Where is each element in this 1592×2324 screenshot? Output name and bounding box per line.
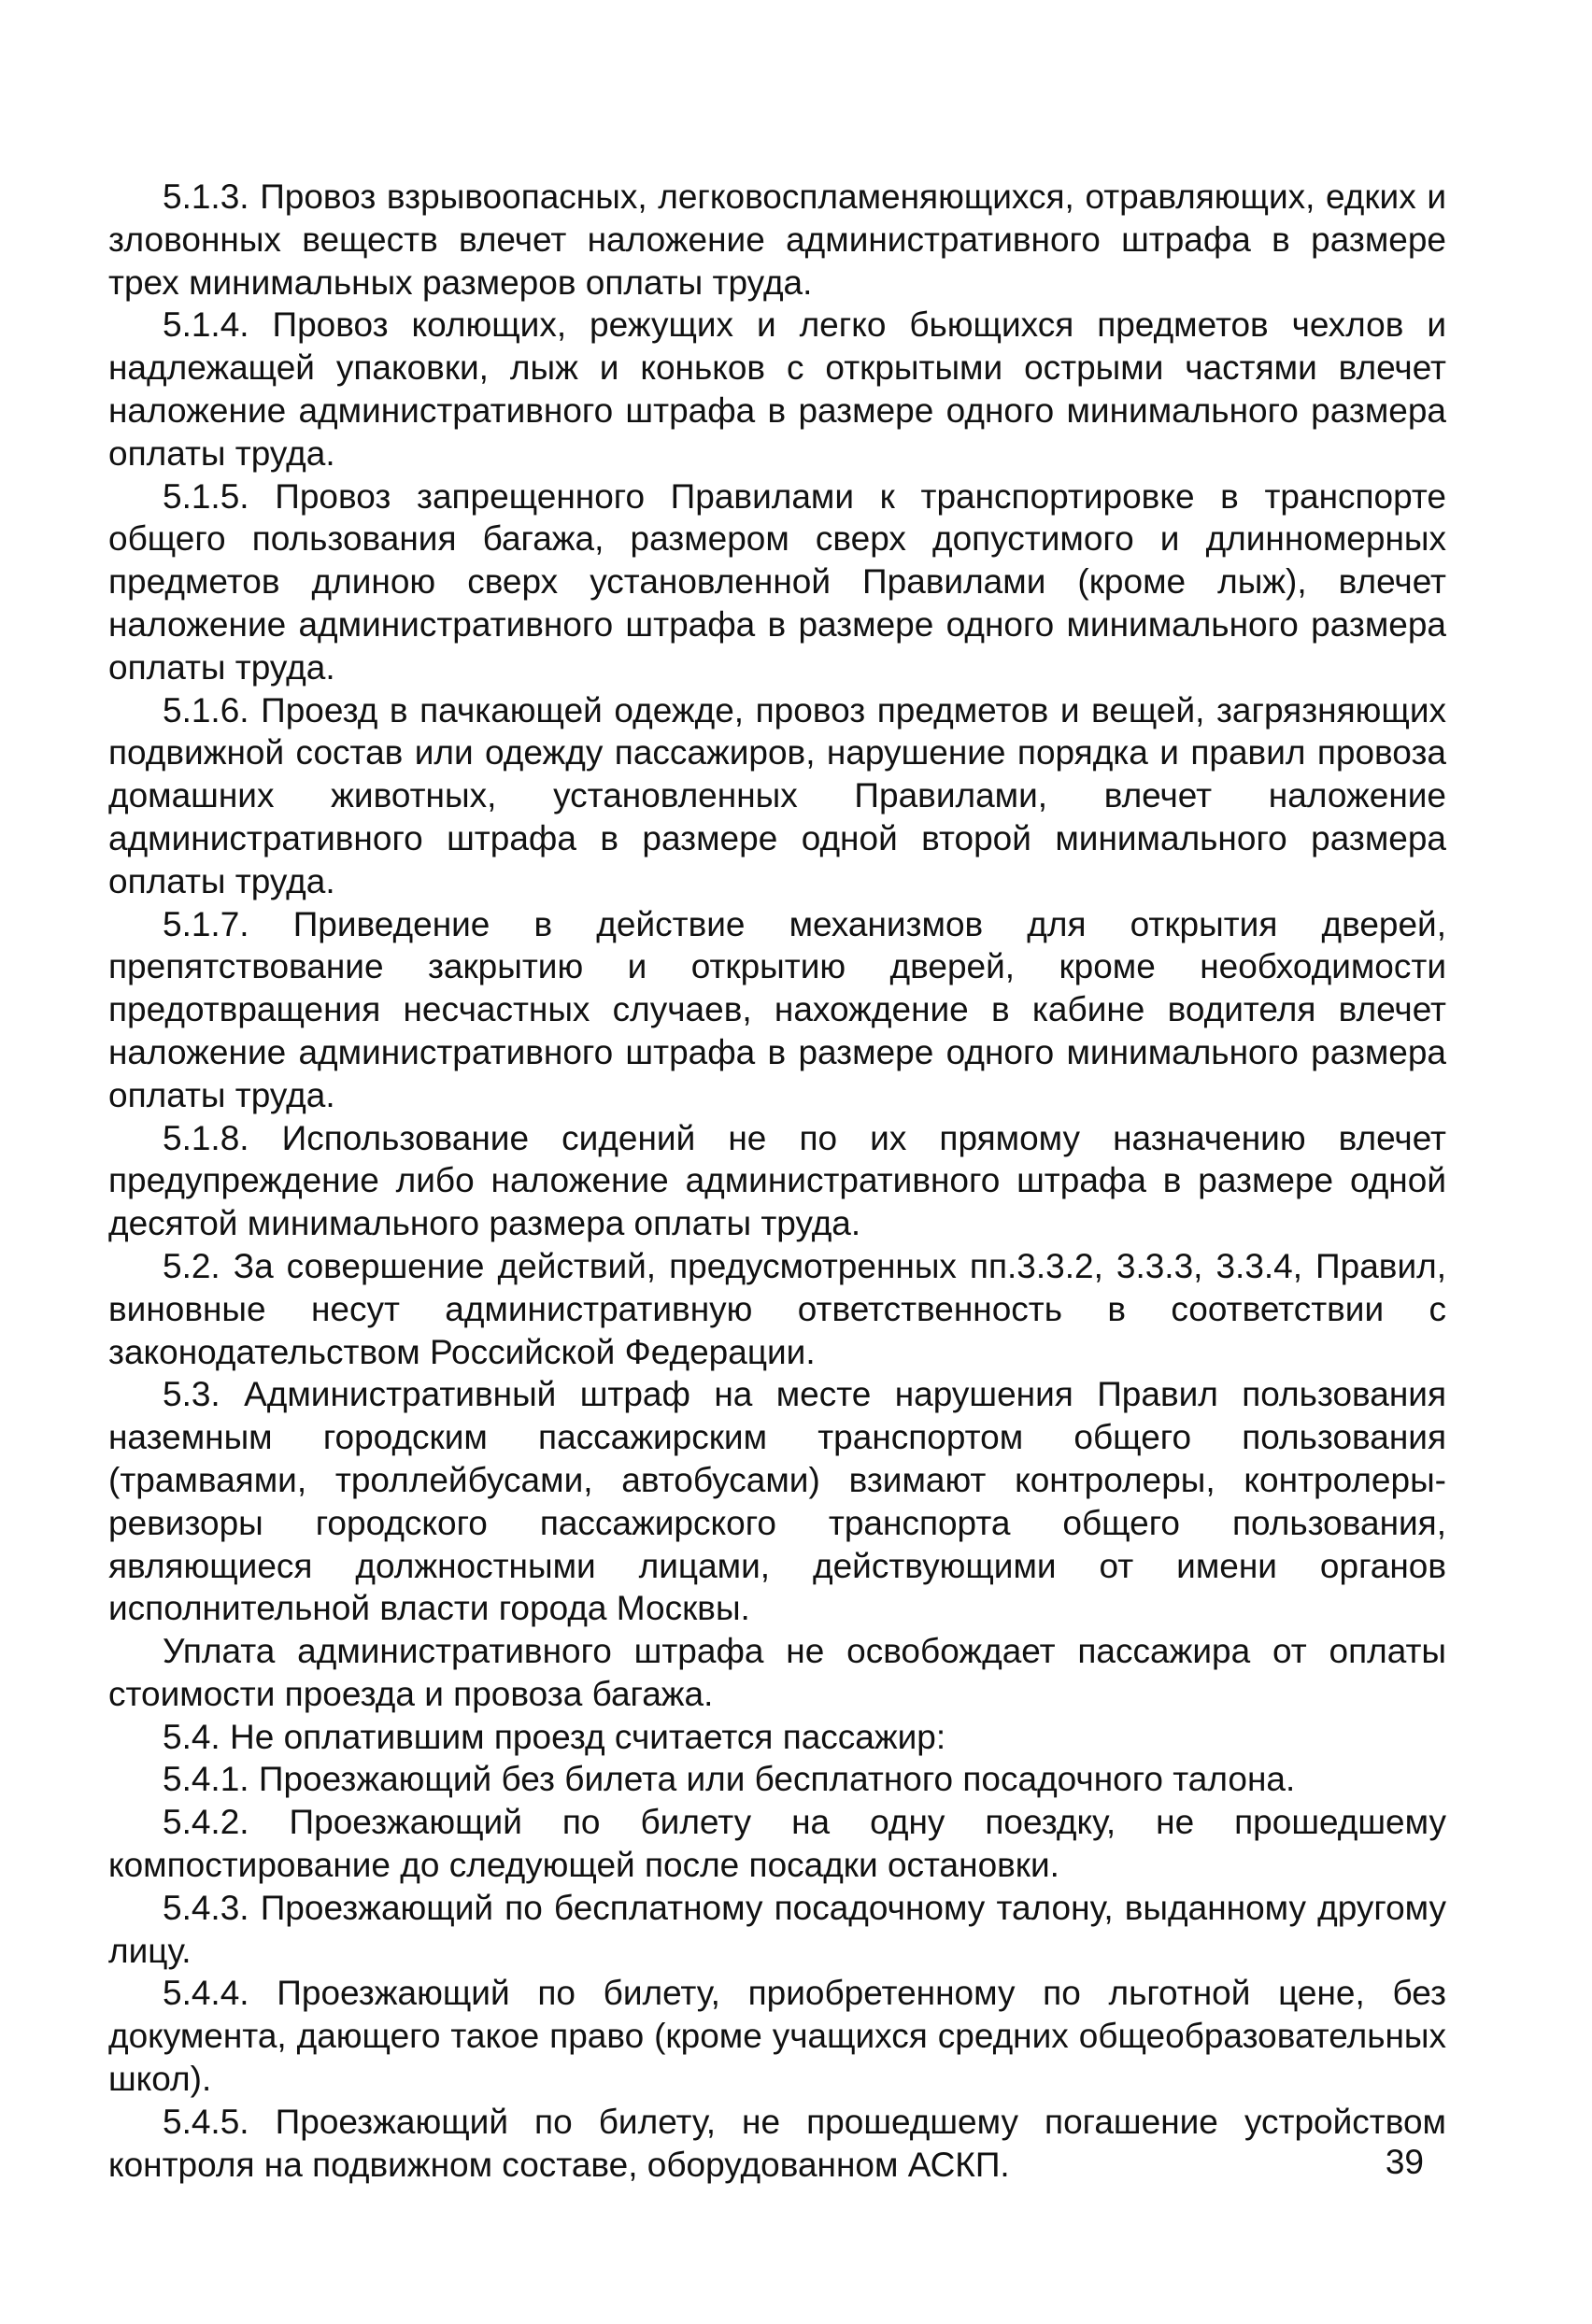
paragraph-5-1-5: 5.1.5. Провоз запрещенного Правилами к транспортировке в транспорте общего пользования багажа, размером сверх допустимого и длинномерных предметов длиною сверх установленной Правилами (кроме лыж), влечет наложение административного штрафа в размере одного минимального размера оплаты труда.: [108, 476, 1446, 687]
paragraph-5-4-4: 5.4.4. Проезжающий по билету, приобретенному по льготной цене, без документа, дающего такое право (кроме учащихся средних общеобразовательных школ).: [108, 1974, 1446, 2099]
paragraph-fine-payment: Уплата административного штрафа не освобождает пассажира от оплаты стоимости проезда и провоза багажа.: [108, 1632, 1446, 1713]
paragraph-5-4-3: 5.4.3. Проезжающий по бесплатному посадочному талону, выданному другому лицу.: [108, 1888, 1446, 1970]
paragraph-5-1-3: 5.1.3. Провоз взрывоопасных, легковоспламеняющихся, отравляющих, едких и зловонных веществ влечет наложение административного штрафа в размере трех минимальных размеров оплаты труда.: [108, 177, 1446, 302]
paragraph-5-1-7: 5.1.7. Приведение в действие механизмов для открытия дверей, препятствование закрытию и открытию дверей, кроме необходимости предотвращения несчастных случаев, нахождение в кабине водителя влечет наложение административного штрафа в размере одного минимального размера оплаты труда.: [108, 904, 1446, 1114]
paragraph-5-2: 5.2. За совершение действий, предусмотренных пп.3.3.2, 3.3.3, 3.3.4, Правил, виновные несут административную ответственность в соответствии с законодательством Российской Федерации.: [108, 1246, 1446, 1371]
paragraph-5-1-6: 5.1.6. Проезд в пачкающей одежде, провоз предметов и вещей, загрязняющих подвижной состав или одежду пассажиров, нарушение порядка и правил провоза домашних животных, установленных Правилами, влечет наложение административного штрафа в размере одной второй минимального размера оплаты труда.: [108, 690, 1446, 900]
paragraph-5-4: 5.4. Не оплатившим проезд считается пассажир:: [163, 1717, 946, 1756]
paragraph-5-4-5: 5.4.5. Проезжающий по билету, не прошедшему погашение устройством контроля на подвижном составе, оборудованном АСКП.: [108, 2102, 1446, 2184]
paragraph-5-4-1: 5.4.1. Проезжающий без билета или бесплатного посадочного талона.: [163, 1760, 1296, 1799]
paragraph-5-3: 5.3. Административный штраф на месте нарушения Правил пользования наземным городским пассажирским транспортом общего пользования (трамваями, троллейбусами, автобусами) взимают контролеры, контролеры-ревизоры городского пассажирского транспорта общего пользования, являющиеся должностными лицами, действующими от имени органов исполнительной власти города Москвы.: [108, 1375, 1446, 1628]
paragraph-5-1-4: 5.1.4. Провоз колющих, режущих и легко бьющихся предметов чехлов и надлежащей упаковки, лыж и коньков с открытыми острыми частями влечет наложение административного штрафа в размере одного минимального размера оплаты труда.: [108, 305, 1446, 473]
body-text: [108, 176, 1446, 2186]
paragraph-5-4-2: 5.4.2. Проезжающий по билету на одну поездку, не прошедшему компостирование до следующей после посадки остановки.: [108, 1803, 1446, 1885]
paragraph-5-1-8: 5.1.8. Использование сидений не по их прямому назначению влечет предупреждение либо наложение административного штрафа в размере одной десятой минимального размера оплаты труда.: [108, 1118, 1446, 1243]
page-number: 39: [1385, 2143, 1424, 2181]
